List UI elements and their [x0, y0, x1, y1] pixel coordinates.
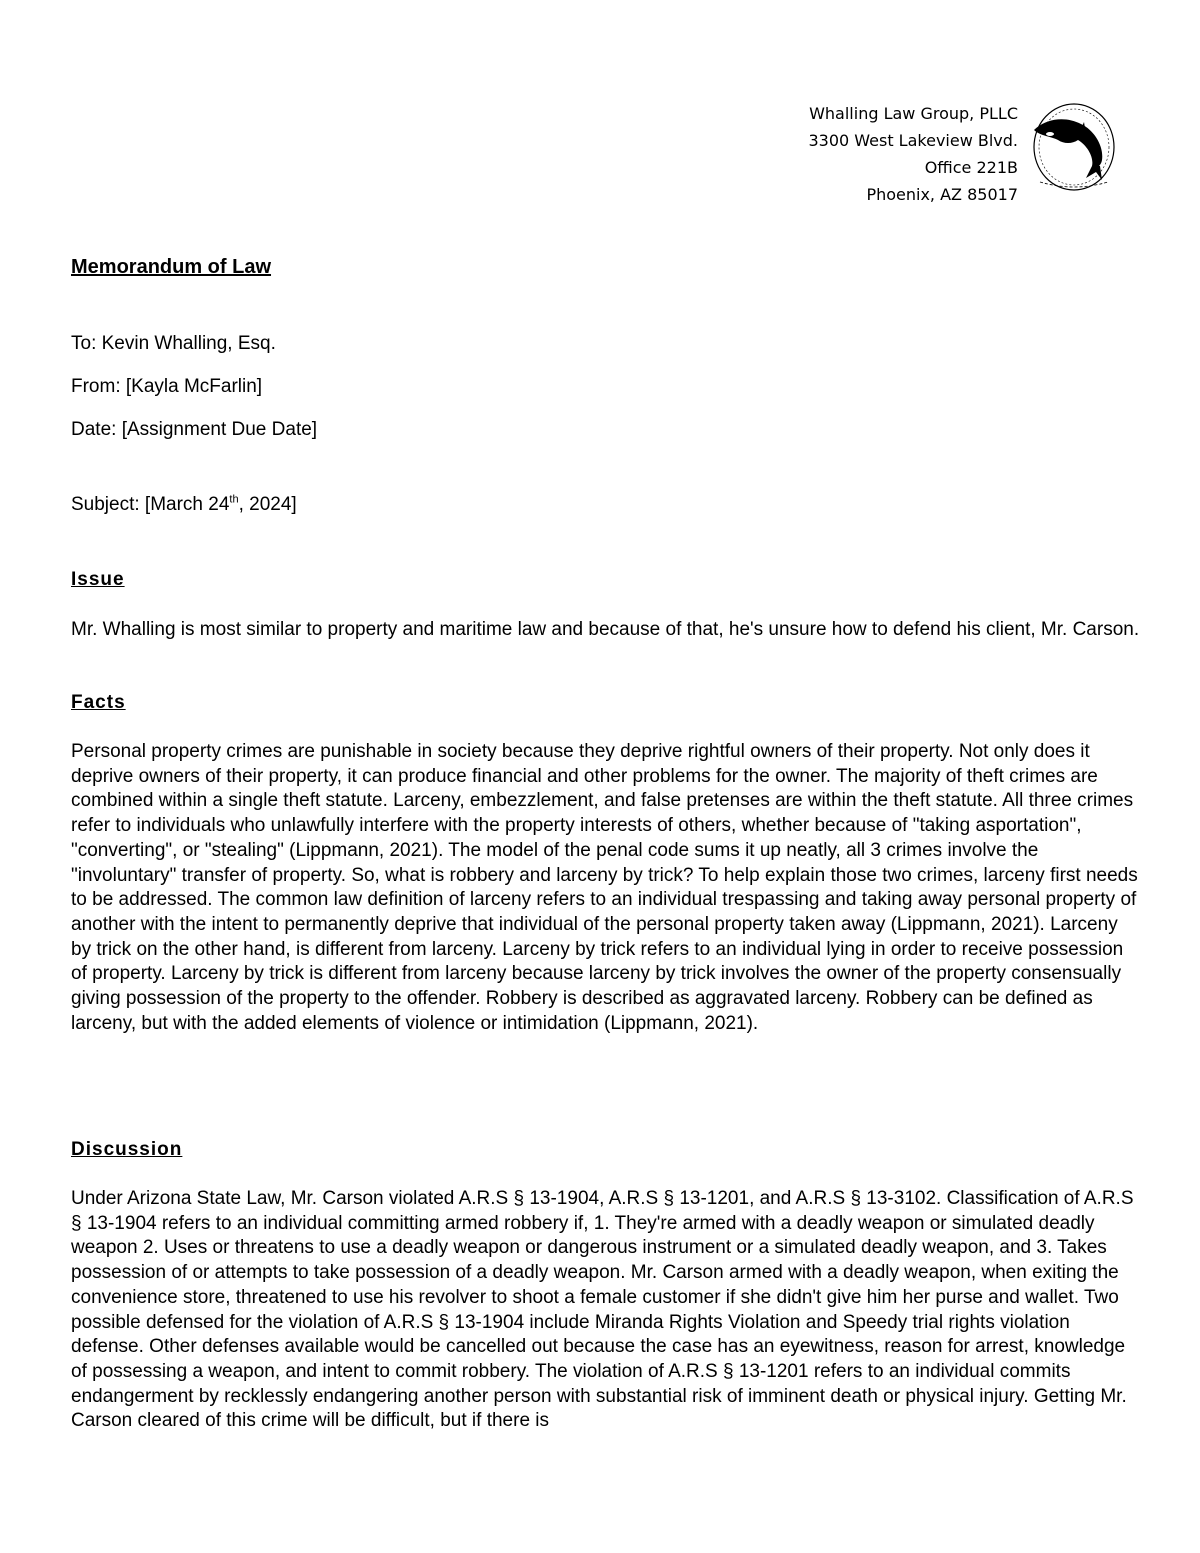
subject-prefix: Subject: [March 24 [71, 494, 230, 515]
facts-text: Personal property crimes are punishable in society because they deprive rightful owners of their property. Not only does it deprive owners of their property, it can produce financial and other problems for the owner. The majority of theft crimes are combined within a single theft statute. Larceny, embezzlement, and false pretenses are within the theft statute. All three crimes refer to individuals who unlawfully interfere with the property interests of others, whether because of "taking asportation", "converting", or "stealing" (Lippmann, 2021). The model of the penal code sums it up neatly, all 3 crimes involve the "involuntary" transfer of property. So, what is robbery and larceny by trick? To help explain those two crimes, larceny first needs to be addressed. The common law definition of larceny refers to an individual trespassing and taking away personal property of another with the intent to permanently deprive that individual of the personal property taken away (Lippmann, 2021). Larceny by trick on the other hand, is different from larceny. Larceny by trick refers to an individual lying in order to receive possession of property. Larceny by trick is different from larceny because larceny by trick involves the owner of the property consensually giving possession of the property to the offender. Robbery is described as aggravated larceny. Robbery can be defined as larceny, but with the added elements of violence or intimidation (Lippmann, 2021). [71, 741, 1138, 1034]
subject-suffix: , 2024] [238, 494, 297, 515]
firm-office: Office 221B [924, 158, 1018, 177]
issue-text: Mr. Whalling is most similar to property and maritime law and because of that, he's unsure how to defend his client, Mr. Carson. [71, 619, 1140, 640]
orca-logo-icon [1026, 100, 1122, 196]
memo-title: Memorandum of Law [71, 256, 272, 278]
memo-from: From: [Kayla McFarlin] [71, 376, 263, 397]
discussion-heading: Discussion [71, 1139, 183, 1160]
facts-heading: Facts [71, 692, 126, 713]
firm-name: Whalling Law Group, PLLC [809, 104, 1018, 123]
letterhead-address [808, 100, 1018, 208]
firm-street: 3300 West Lakeview Blvd. [808, 131, 1018, 150]
subject-superscript: th [229, 493, 239, 506]
memo-date: Date: [Assignment Due Date] [71, 419, 318, 440]
issue-heading: Issue [71, 569, 125, 590]
firm-city: Phoenix, AZ 85017 [866, 185, 1018, 204]
discussion-text: Under Arizona State Law, Mr. Carson violated A.R.S § 13-1904, A.R.S § 13-1201, and A.R.S § 13-3102. Classification of A.R.S § 13-1904 refers to an individual committing armed robbery if, 1. They're armed with a deadly weapon or simulated deadly weapon 2. Uses or threatens to use a deadly weapon or dangerous instrument or a simulated deadly weapon, and 3. Takes possession of or attempts to take possession of a deadly weapon. Mr. Carson armed with a deadly weapon, when exiting the convenience store, threatened to use his revolver to shoot a female customer if she didn't give him her purse and wallet. Two possible defensed for the violation of A.R.S § 13-1904 include Miranda Rights Violation and Speedy trial rights violation defense. Other defenses available would be cancelled out because the case has an eyewitness, reason for arrest, knowledge of possessing a weapon, and intent to commit robbery. The violation of A.R.S § 13-1201 refers to an individual commits endangerment by recklessly endangering another person with substantial risk of imminent death or physical injury. Getting Mr. Carson cleared of this crime will be difficult, but if there is [71, 1188, 1134, 1432]
memo-subject [71, 494, 297, 516]
memo-to: To: Kevin Whalling, Esq. [71, 333, 276, 354]
